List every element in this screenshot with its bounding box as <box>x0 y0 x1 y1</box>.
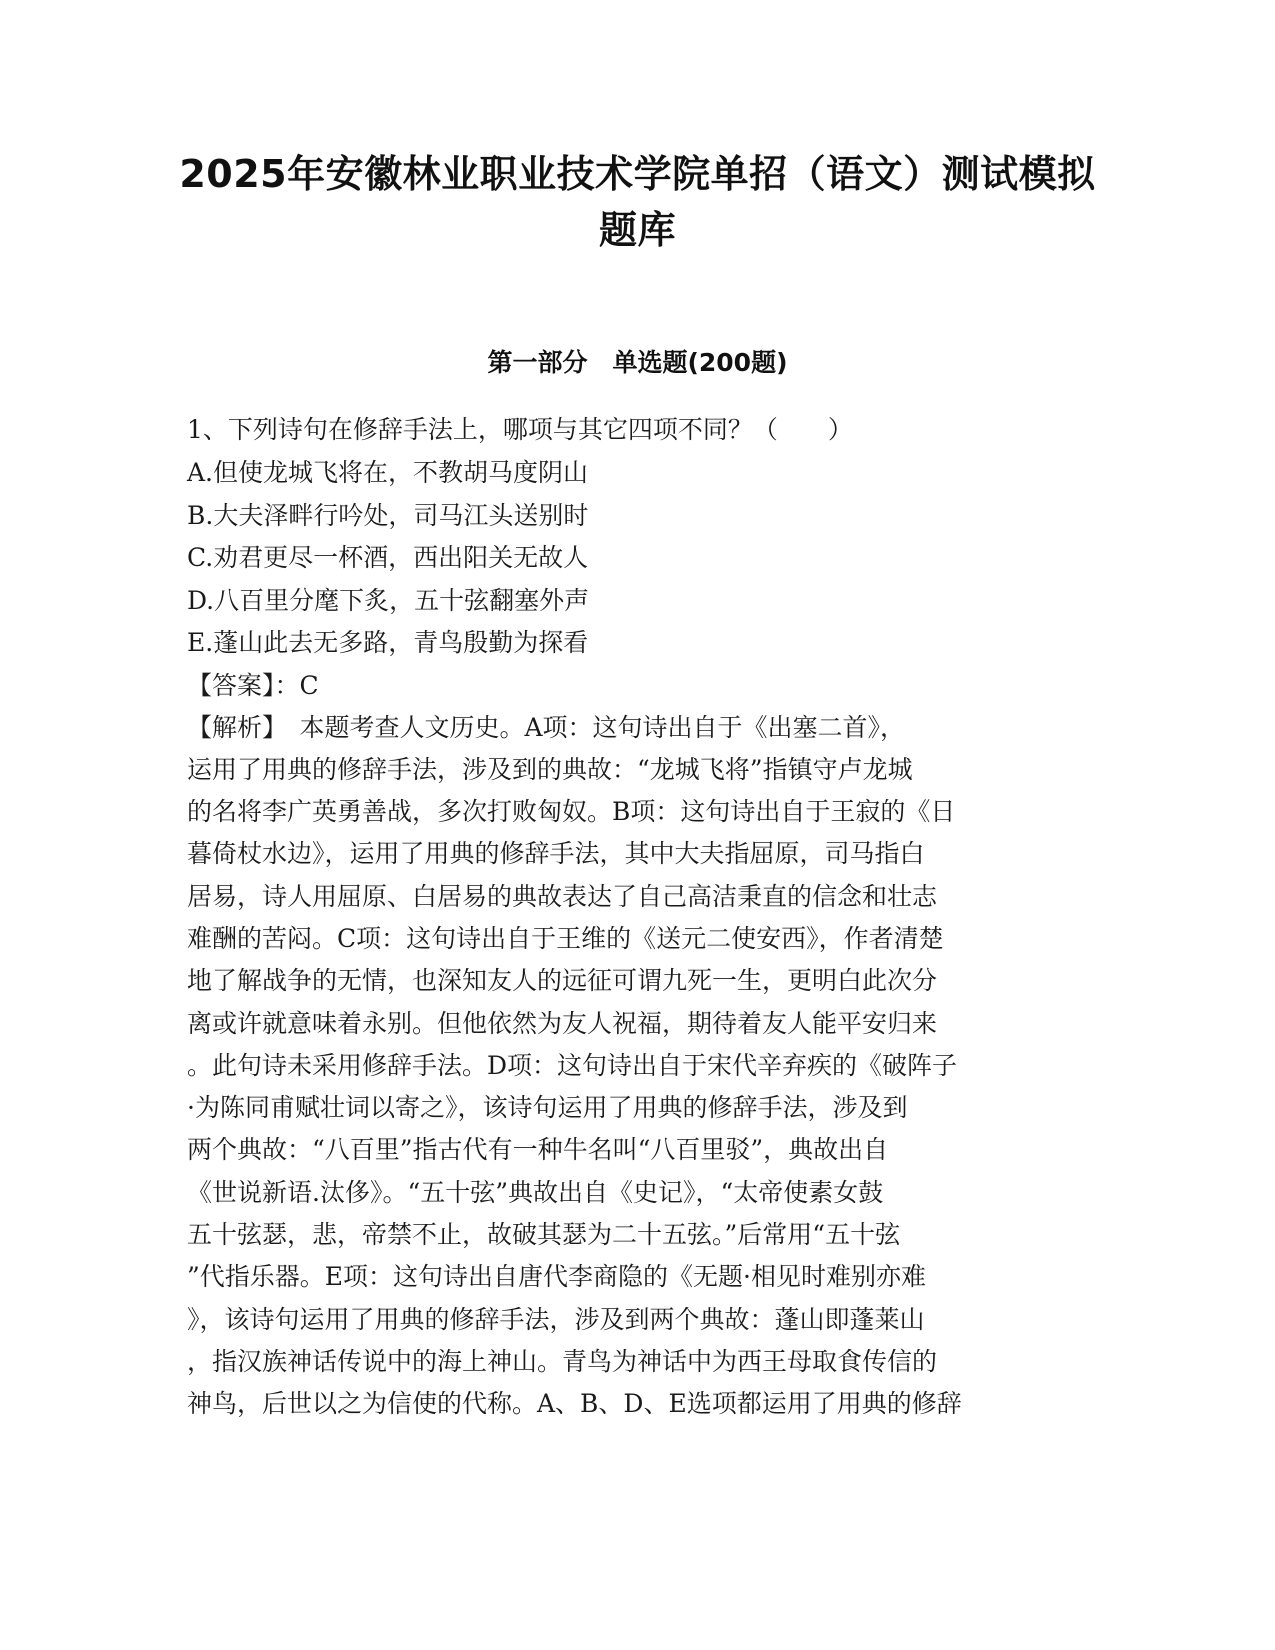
explanation-line: 【解析】 本题考查人文历史。A项：这句诗出自于《出塞二首》， <box>187 712 906 742</box>
answer-line: 【答案】：C <box>187 670 319 700</box>
explanation-line: 居易，诗人用屈原、白居易的典故表达了自己高洁秉直的信念和壮志 <box>187 881 938 911</box>
option-a: A.但使龙城飞将在，不教胡马度阴山 <box>187 458 589 487</box>
explanation-line: 《世说新语.汰侈》。“五十弦”典故出自《史记》，“太帝使素女鼓 <box>187 1177 884 1207</box>
explanation-line: 离或许就意味着永别。但他依然为友人祝福，期待着友人能平安归来 <box>187 1008 938 1038</box>
explanation-line: ·为陈同甫赋壮词以寄之》，该诗句运用了用典的修辞手法，涉及到 <box>187 1093 908 1123</box>
explanation-line: ”代指乐器。E项：这句诗出自唐代李商隐的《无题·相见时难别亦难 <box>187 1262 926 1292</box>
option-c: C.劝君更尽一杯酒，西出阳关无故人 <box>187 543 589 572</box>
explanation-line: 难酬的苦闷。C项：这句诗出自于王维的《送元二使安西》，作者清楚 <box>187 923 944 953</box>
section-heading: 第一部分 单选题(200题) <box>487 348 788 377</box>
option-list <box>187 452 1087 665</box>
question-stem: 1、下列诗句在修辞手法上，哪项与其它四项不同？（ ） <box>187 415 853 444</box>
explanation-line: 两个典故：“八百里”指古代有一种牛名叫“八百里驳”，典故出自 <box>187 1135 889 1165</box>
explanation-line: ，指汉族神话传说中的海上神山。青鸟为神话中为西王母取食传信的 <box>187 1346 938 1376</box>
option-d: D.八百里分麾下炙，五十弦翻塞外声 <box>187 585 590 615</box>
option-b: B.大夫泽畔行吟处，司马江头送别时 <box>187 500 589 530</box>
explanation-line: 暮倚杖水边》，运用了用典的修辞手法，其中大夫指屈原，司马指白 <box>187 839 925 869</box>
explanation-line: 五十弦瑟，悲，帝禁不止，故破其瑟为二十五弦。”后常用“五十弦 <box>187 1220 901 1250</box>
explanation-line: 地了解战争的无情，也深知友人的远征可谓九死一生，更明白此次分 <box>187 966 938 996</box>
explanation-line: 运用了用典的修辞手法，涉及到的典故：“龙城飞将”指镇守卢龙城 <box>187 754 913 784</box>
title-line-1: 2025年安徽林业职业技术学院单招（语文）测试模拟 <box>179 152 1096 196</box>
explanation-block <box>187 707 1087 1426</box>
explanation-line: 神鸟，后世以之为信使的代称。A、B、D、E选项都运用了用典的修辞 <box>187 1389 962 1419</box>
explanation-line: 的名将李广英勇善战，多次打败匈奴。B项：这句诗出自于王寂的《日 <box>187 797 956 827</box>
option-e: E.蓬山此去无多路，青鸟殷勤为探看 <box>187 628 589 657</box>
document-title <box>150 146 1125 258</box>
question-block <box>187 408 1087 1426</box>
explanation-line: 。此句诗未采用修辞手法。D项：这句诗出自于宋代辛弃疾的《破阵子 <box>187 1050 958 1080</box>
title-line-2: 题库 <box>598 208 676 252</box>
explanation-line: 》，该诗句运用了用典的修辞手法，涉及到两个典故：蓬山即蓬莱山 <box>187 1304 925 1334</box>
